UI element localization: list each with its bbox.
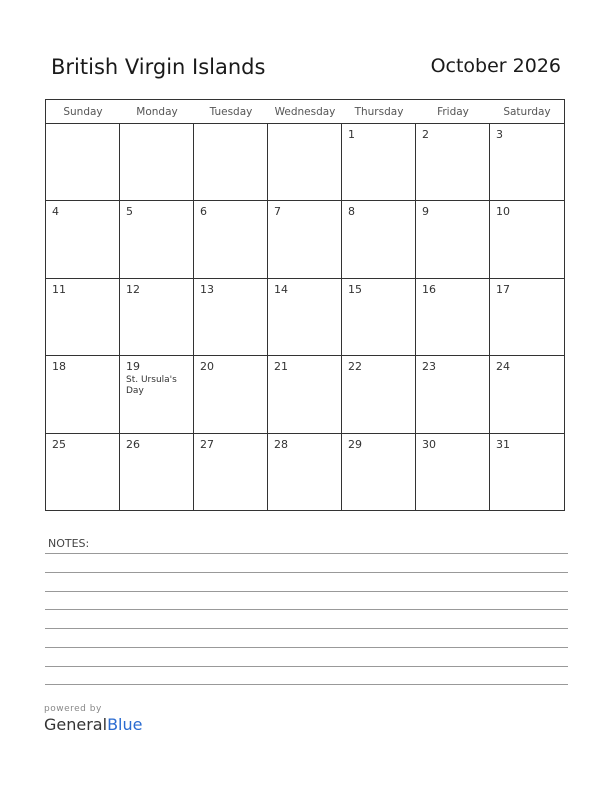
day-cell — [46, 279, 120, 356]
day-cell — [416, 434, 490, 511]
day-cell — [194, 279, 268, 356]
day-cell — [342, 124, 416, 201]
notes-line — [45, 572, 568, 573]
weekday-wednesday: Wednesday — [274, 106, 336, 118]
day-number: 3 — [496, 128, 503, 141]
day-cell — [490, 434, 564, 511]
day-cell — [120, 124, 194, 201]
notes-line — [45, 628, 568, 629]
day-number: 18 — [52, 360, 66, 374]
day-cell — [416, 124, 490, 201]
weekday-monday: Monday — [136, 106, 178, 118]
day-number: 22 — [348, 360, 362, 374]
day-cell — [490, 279, 564, 356]
day-cell — [46, 356, 120, 433]
notes-line — [45, 666, 568, 667]
day-number: 6 — [200, 205, 207, 219]
calendar-grid — [45, 99, 565, 511]
day-cell — [120, 279, 194, 356]
weekday-header-row — [46, 100, 564, 124]
weekday-friday: Friday — [437, 106, 469, 118]
day-number: 31 — [496, 437, 510, 451]
day-number: 9 — [422, 205, 429, 219]
day-number: 28 — [274, 437, 288, 451]
day-number: 19 — [126, 360, 140, 374]
day-number: 23 — [422, 360, 436, 374]
day-number: 25 — [52, 437, 66, 451]
day-number: 16 — [422, 282, 436, 296]
day-cell — [46, 124, 120, 201]
calendar-weeks — [46, 124, 564, 511]
day-cell — [490, 356, 564, 433]
day-cell — [194, 124, 268, 201]
weekday-sunday: Sunday — [63, 106, 103, 118]
day-number: 30 — [422, 437, 436, 451]
day-number: 8 — [348, 205, 355, 219]
notes-line — [45, 647, 568, 648]
notes-line — [45, 553, 568, 554]
day-number: 15 — [348, 282, 362, 296]
day-cell — [268, 279, 342, 356]
day-number: 17 — [496, 282, 510, 296]
day-number: 14 — [274, 282, 288, 296]
day-cell — [268, 434, 342, 511]
notes-line — [45, 591, 568, 592]
day-cell — [342, 356, 416, 433]
day-cell — [194, 356, 268, 433]
day-number: 29 — [348, 437, 362, 451]
brand-name-blue: Blue — [107, 715, 143, 734]
holiday-label: St. Ursula's Day — [126, 375, 177, 397]
day-cell — [120, 201, 194, 278]
day-cell — [416, 356, 490, 433]
day-cell — [490, 201, 564, 278]
day-cell — [120, 434, 194, 511]
brand-name — [44, 715, 142, 734]
day-number: 27 — [200, 437, 214, 451]
weekday-saturday: Saturday — [503, 106, 551, 118]
day-number: 12 — [126, 282, 140, 296]
day-number: 1 — [348, 128, 355, 141]
day-cell — [342, 279, 416, 356]
day-number: 26 — [126, 437, 140, 451]
calendar-title: British Virgin Islands — [51, 55, 266, 79]
brand-name-general: General — [44, 715, 108, 734]
day-number: 24 — [496, 360, 510, 374]
notes-line — [45, 609, 568, 610]
day-cell — [416, 279, 490, 356]
day-number: 10 — [496, 205, 510, 219]
day-number: 4 — [52, 205, 59, 219]
day-cell — [268, 124, 342, 201]
day-cell — [46, 434, 120, 511]
day-number: 5 — [126, 205, 133, 219]
calendar-month: October 2026 — [430, 55, 561, 77]
day-cell — [194, 201, 268, 278]
day-cell — [416, 201, 490, 278]
generalblue-logo — [44, 704, 142, 734]
day-number: 21 — [274, 360, 288, 374]
notes-label: NOTES: — [48, 537, 90, 550]
powered-by-text: powered by — [44, 704, 102, 714]
day-cell — [268, 356, 342, 433]
day-number: 13 — [200, 282, 214, 296]
day-number: 20 — [200, 360, 214, 374]
notes-line — [45, 684, 568, 685]
day-number: 11 — [52, 282, 66, 296]
day-cell — [342, 201, 416, 278]
day-number: 7 — [274, 205, 281, 219]
day-cell — [46, 201, 120, 278]
day-cell — [342, 434, 416, 511]
day-number: 2 — [422, 128, 429, 141]
day-cell — [490, 124, 564, 201]
day-cell — [194, 434, 268, 511]
day-cell — [268, 201, 342, 278]
day-cell — [120, 356, 194, 433]
weekday-tuesday: Tuesday — [209, 106, 253, 118]
weekday-thursday: Thursday — [354, 106, 404, 118]
